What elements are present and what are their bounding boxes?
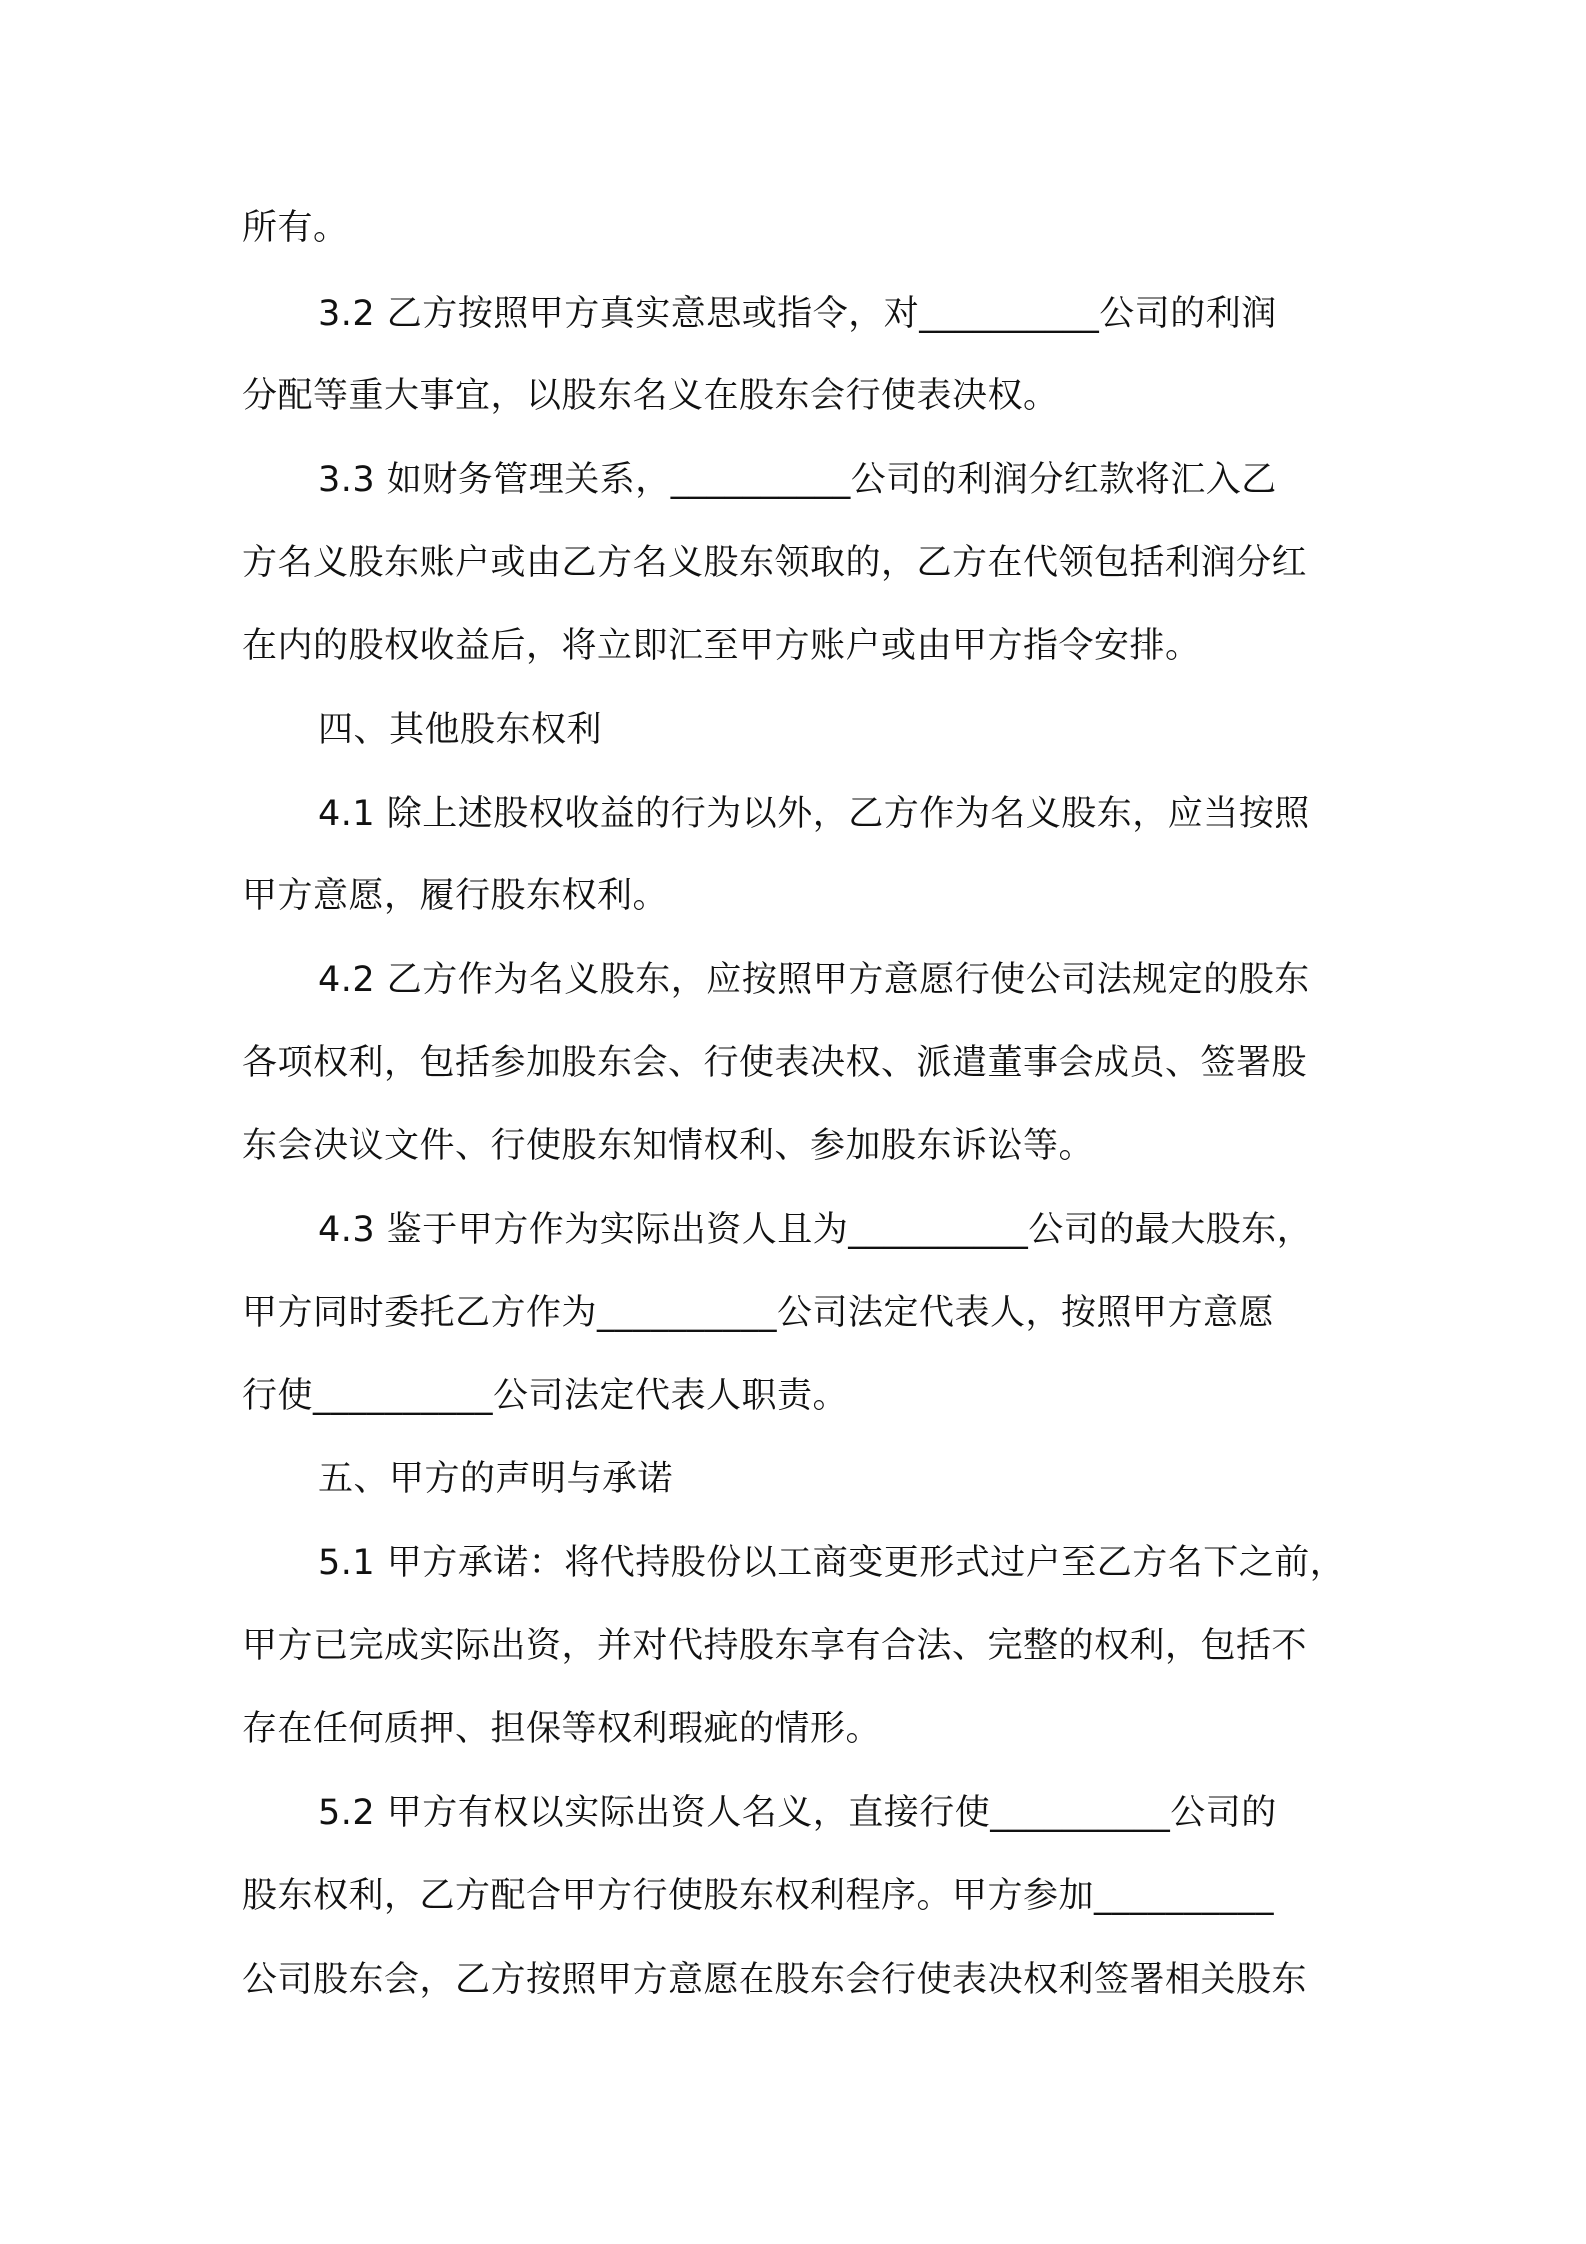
- text-line: 甲方意愿，履行股东权利。: [242, 876, 669, 916]
- section-heading-5: 五、甲方的声明与承诺: [318, 1459, 674, 1499]
- text-line: 甲方已完成实际出资，并对代持股东享有合法、完整的权利，包括不: [242, 1626, 1308, 1666]
- clause-4-3-line: 4.3 鉴于甲方作为实际出资人且为__________公司的最大股东，: [318, 1210, 1313, 1250]
- text-line: 所有。: [242, 208, 349, 248]
- text-line: 方名义股东账户或由乙方名义股东领取的，乙方在代领包括利润分红: [242, 543, 1308, 583]
- text-line: 股东权利，乙方配合甲方行使股东权利程序。甲方参加__________: [242, 1876, 1275, 1916]
- clause-4-2-line: 4.2 乙方作为名义股东，应按照甲方意愿行使公司法规定的股东: [318, 960, 1310, 1000]
- text-line: 公司股东会，乙方按照甲方意愿在股东会行使表决权利签署相关股东: [242, 1960, 1308, 2000]
- text-line: 分配等重大事宜，以股东名义在股东会行使表决权。: [242, 376, 1059, 416]
- text-line: 行使__________公司法定代表人职责。: [242, 1376, 849, 1416]
- clause-5-1-line: 5.1 甲方承诺：将代持股份以工商变更形式过户至乙方名下之前，: [318, 1543, 1346, 1583]
- text-line: 东会决议文件、行使股东知情权利、参加股东诉讼等。: [242, 1126, 1095, 1166]
- text-line: 各项权利，包括参加股东会、行使表决权、派遣董事会成员、签署股: [242, 1043, 1308, 1083]
- text-line: 在内的股权收益后，将立即汇至甲方账户或由甲方指令安排。: [242, 626, 1201, 666]
- clause-3-2-line: 3.2 乙方按照甲方真实意思或指令，对__________公司的利润: [318, 294, 1277, 334]
- text-line: 存在任何质押、担保等权利瑕疵的情形。: [242, 1709, 882, 1749]
- clause-5-2-line: 5.2 甲方有权以实际出资人名义，直接行使__________公司的: [318, 1793, 1277, 1833]
- clause-3-3-line: 3.3 如财务管理关系，__________公司的利润分红款将汇入乙: [318, 460, 1277, 500]
- clause-4-1-line: 4.1 除上述股权收益的行为以外，乙方作为名义股东，应当按照: [318, 794, 1310, 834]
- text-line: 甲方同时委托乙方作为__________公司法定代表人，按照甲方意愿: [242, 1293, 1275, 1333]
- section-heading-4: 四、其他股东权利: [318, 710, 603, 750]
